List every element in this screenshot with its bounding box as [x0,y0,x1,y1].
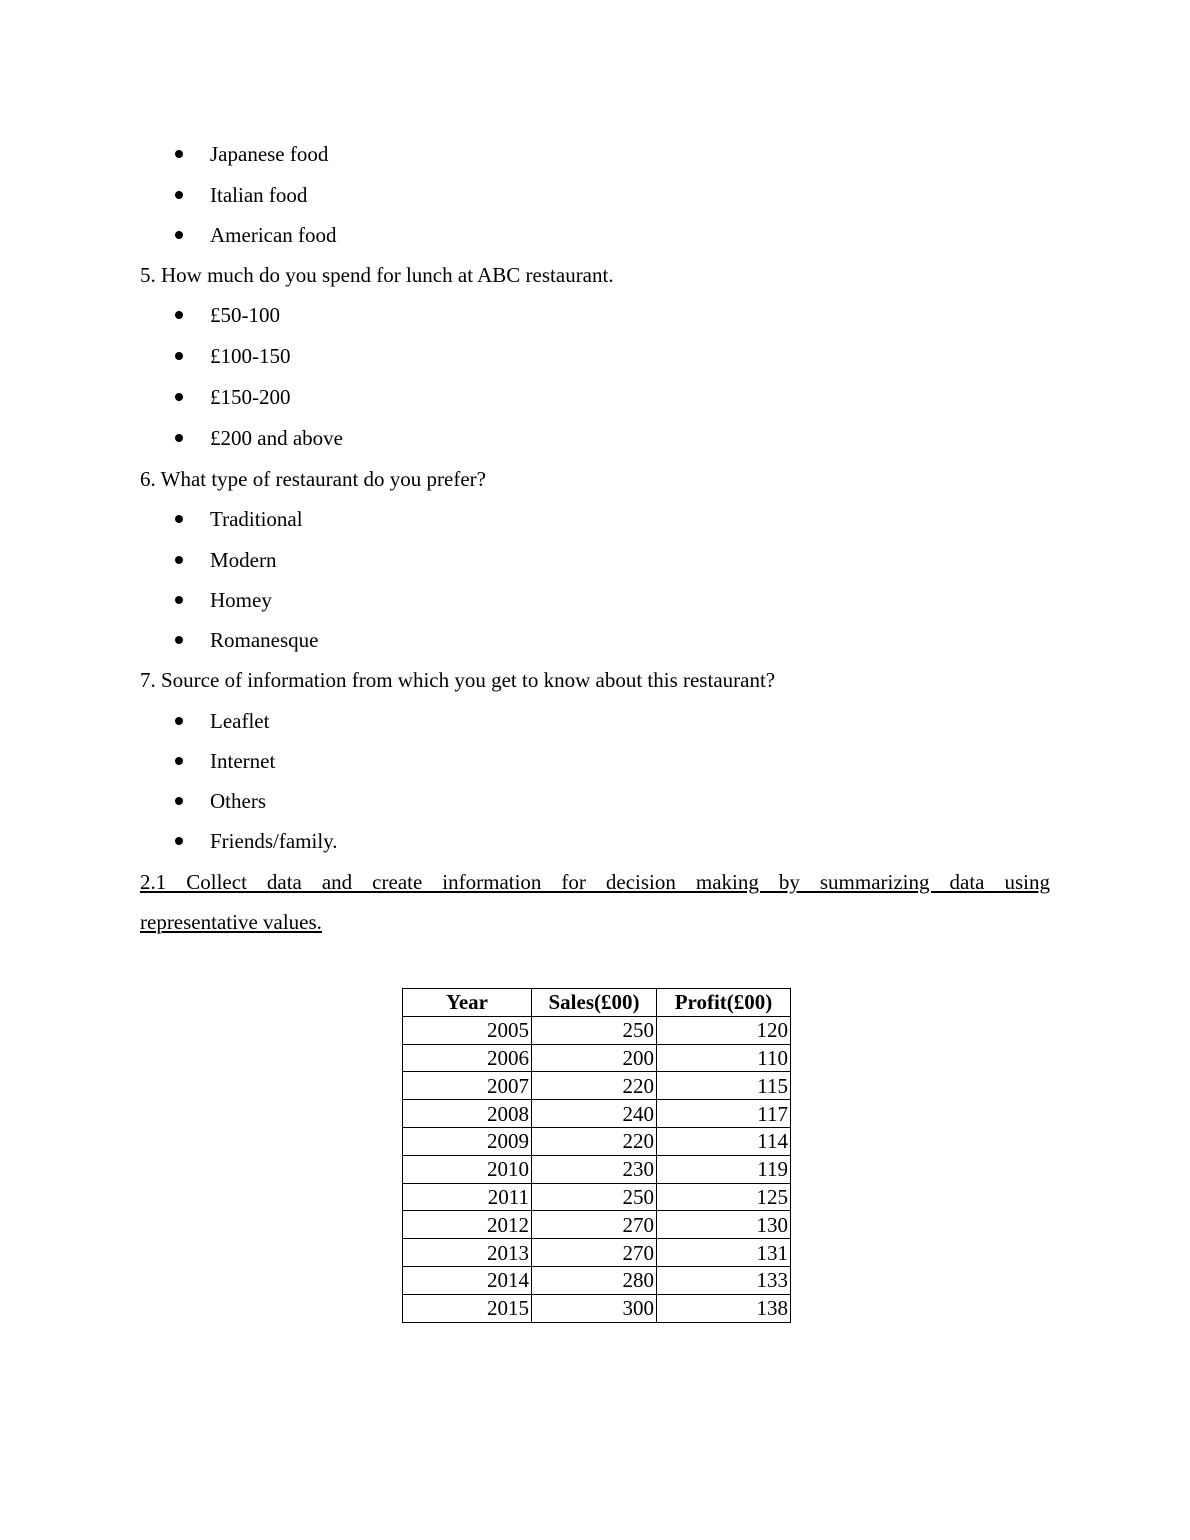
bullet-icon [175,596,183,604]
header-profit: Profit(£00) [657,989,791,1017]
table-row [403,1127,791,1155]
list-item-text: Homey [210,588,272,612]
cell-year: 2005 [403,1016,532,1044]
table-row [403,1266,791,1294]
cell-profit: 133 [657,1266,791,1294]
list-item [0,385,1190,409]
bullet-icon [175,393,183,401]
bullet-icon [175,797,183,805]
list-item [0,789,1190,813]
list-item [0,344,1190,368]
table-row [403,1155,791,1183]
list-item-text: American food [210,223,337,247]
cell-profit: 125 [657,1183,791,1211]
list-item [0,142,1190,166]
bullet-icon [175,434,183,442]
sales-profit-table [402,988,791,1323]
bullet-icon [175,757,183,765]
list-item-text: Friends/family. [210,829,338,853]
table-row [403,1211,791,1239]
table-row [403,1294,791,1322]
list-item [0,588,1190,612]
bullet-icon [175,150,183,158]
table-header-row [403,989,791,1017]
cell-sales: 220 [532,1072,657,1100]
list-item-text: Leaflet [210,709,270,733]
cell-profit: 130 [657,1211,791,1239]
list-item-text: Italian food [210,183,308,207]
list-item [0,628,1190,652]
table-row [403,1072,791,1100]
list-item [0,507,1190,531]
cell-profit: 120 [657,1016,791,1044]
list-item [0,303,1190,327]
cell-sales: 270 [532,1211,657,1239]
cell-sales: 250 [532,1016,657,1044]
list-item [0,829,1190,853]
table-row [403,1239,791,1267]
section-heading [140,862,1050,942]
list-item [0,709,1190,733]
cell-year: 2010 [403,1155,532,1183]
header-year: Year [403,989,532,1017]
cell-sales: 250 [532,1183,657,1211]
cell-year: 2012 [403,1211,532,1239]
list-item-text: £50-100 [210,303,280,327]
cell-profit: 138 [657,1294,791,1322]
cell-profit: 110 [657,1044,791,1072]
list-item-text: £150-200 [210,385,291,409]
cell-sales: 270 [532,1239,657,1267]
cell-profit: 114 [657,1127,791,1155]
section-heading-line-2: representative values. [140,910,322,934]
cell-year: 2013 [403,1239,532,1267]
list-item-text: Modern [210,548,277,572]
list-item-text: Others [210,789,266,813]
list-item-text: Romanesque [210,628,319,652]
list-item-text: £100-150 [210,344,291,368]
list-item [0,749,1190,773]
bullet-icon [175,556,183,564]
list-item [0,183,1190,207]
bullet-icon [175,311,183,319]
section-heading-line-1: 2.1 Collect data and create information for decision making by summarizing data using [140,870,1050,894]
cell-year: 2014 [403,1266,532,1294]
cell-sales: 240 [532,1100,657,1128]
question-6: 6. What type of restaurant do you prefer? [140,467,486,491]
bullet-icon [175,837,183,845]
cell-sales: 230 [532,1155,657,1183]
cell-profit: 131 [657,1239,791,1267]
question-7: 7. Source of information from which you get to know about this restaurant? [140,668,776,692]
cell-sales: 220 [532,1127,657,1155]
table-row [403,1044,791,1072]
bullet-icon [175,717,183,725]
list-item [0,223,1190,247]
question-5: 5. How much do you spend for lunch at ABC restaurant. [140,263,614,287]
bullet-icon [175,352,183,360]
cell-year: 2008 [403,1100,532,1128]
table-row [403,1183,791,1211]
list-item-text: Internet [210,749,276,773]
bullet-icon [175,515,183,523]
cell-year: 2007 [403,1072,532,1100]
bullet-icon [175,191,183,199]
cell-sales: 280 [532,1266,657,1294]
cell-sales: 300 [532,1294,657,1322]
cell-sales: 200 [532,1044,657,1072]
list-item [0,548,1190,572]
list-item [0,426,1190,450]
list-item-text: £200 and above [210,426,343,450]
header-sales: Sales(£00) [532,989,657,1017]
cell-profit: 117 [657,1100,791,1128]
bullet-icon [175,636,183,644]
cell-year: 2011 [403,1183,532,1211]
cell-year: 2015 [403,1294,532,1322]
table-row [403,1100,791,1128]
cell-profit: 119 [657,1155,791,1183]
table-row [403,1016,791,1044]
bullet-icon [175,231,183,239]
cell-profit: 115 [657,1072,791,1100]
list-item-text: Japanese food [210,142,329,166]
cell-year: 2009 [403,1127,532,1155]
cell-year: 2006 [403,1044,532,1072]
list-item-text: Traditional [210,507,303,531]
